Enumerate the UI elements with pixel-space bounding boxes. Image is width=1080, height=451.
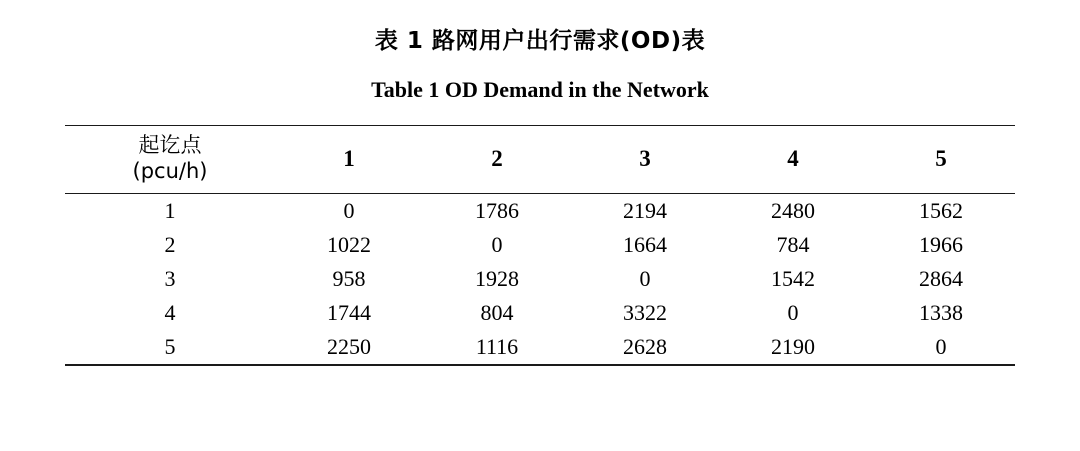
table-caption-chinese: 表 1 路网用户出行需求(OD)表	[374, 28, 706, 54]
cell-5-1: 2250	[327, 334, 371, 360]
cell-4-1: 1744	[327, 300, 371, 326]
table-row	[65, 194, 1015, 229]
cell-1-3: 2194	[623, 198, 667, 224]
row-header-2: 2	[164, 232, 176, 258]
cell-1-1: 0	[343, 198, 355, 224]
column-header-2: 2	[491, 145, 503, 171]
cell-2-4: 784	[776, 232, 810, 258]
cell-5-3: 2628	[623, 334, 667, 360]
cell-3-1: 958	[332, 266, 366, 292]
cell-4-3: 3322	[623, 300, 667, 326]
document-page	[0, 22, 1080, 451]
cell-3-3: 0	[639, 266, 651, 292]
table-header	[65, 126, 1015, 194]
table-row	[65, 330, 1015, 365]
row-header-1: 1	[164, 198, 176, 224]
cell-5-2: 1116	[475, 334, 519, 360]
column-header-4: 4	[787, 145, 799, 171]
cell-2-1: 1022	[327, 232, 371, 258]
cell-4-5: 1338	[919, 300, 963, 326]
cell-3-5: 2864	[919, 266, 963, 292]
table-corner-header	[65, 126, 275, 194]
cell-4-4: 0	[787, 300, 799, 326]
table-body	[65, 194, 1015, 366]
row-header-5: 5	[164, 334, 176, 360]
corner-label-line1: 起讫点	[138, 133, 202, 157]
cell-4-2: 804	[480, 300, 514, 326]
cell-2-5: 1966	[919, 232, 963, 258]
table-caption-english: Table 1 OD Demand in the Network	[371, 77, 709, 102]
column-header-3: 3	[639, 145, 651, 171]
cell-5-5: 0	[935, 334, 947, 360]
table-row	[65, 262, 1015, 296]
cell-1-5: 1562	[919, 198, 963, 224]
column-header-5: 5	[935, 145, 947, 171]
cell-2-3: 1664	[623, 232, 667, 258]
table-row	[65, 296, 1015, 330]
row-header-4: 4	[164, 300, 176, 326]
cell-1-4: 2480	[771, 198, 815, 224]
column-header-1: 1	[343, 145, 355, 171]
row-header-3: 3	[164, 266, 176, 292]
cell-2-2: 0	[491, 232, 503, 258]
cell-3-2: 1928	[475, 266, 519, 292]
corner-label-line2: (pcu/h)	[132, 158, 208, 183]
cell-5-4: 2190	[771, 334, 815, 360]
od-table-container	[65, 125, 1015, 366]
od-demand-table	[65, 125, 1015, 366]
cell-3-4: 1542	[771, 266, 815, 292]
cell-1-2: 1786	[475, 198, 519, 224]
table-header-row	[65, 126, 1015, 194]
table-row	[65, 228, 1015, 262]
